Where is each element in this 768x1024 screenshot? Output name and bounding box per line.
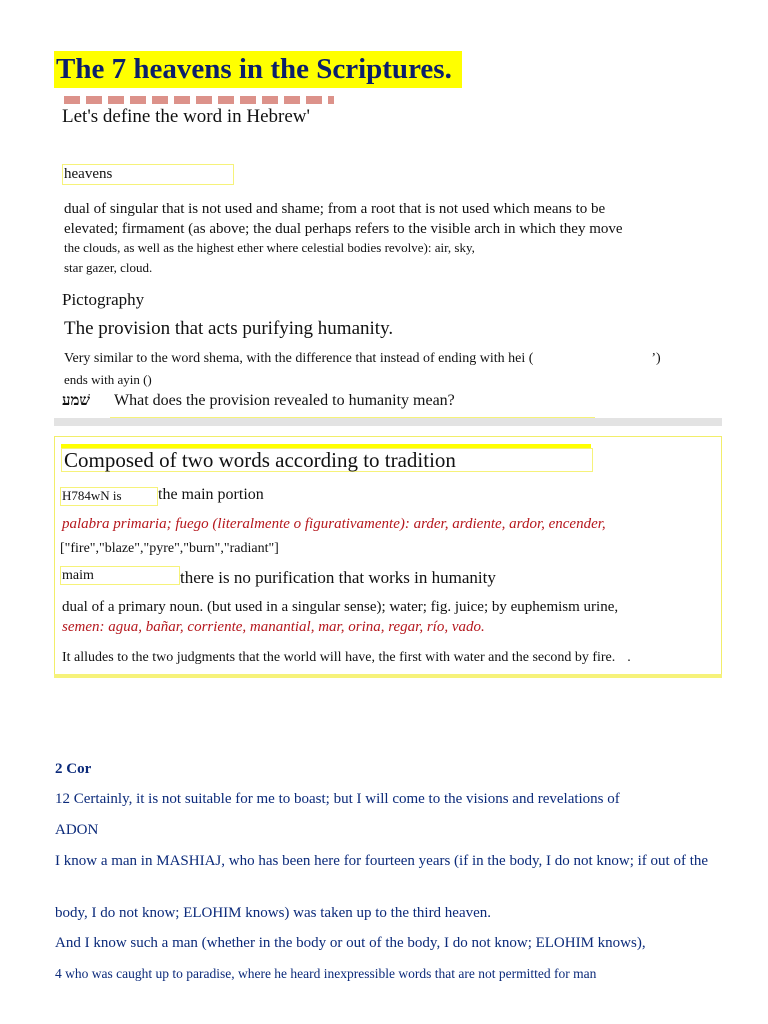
fire-synonyms: ["fire","blaze","pyre","burn","radiant"] [60,541,279,556]
definition-line-3: the clouds, as well as the highest ether where celestial bodies revolve): air, sky, [64,240,475,255]
scripture-line-2: ADON [55,822,99,838]
hebrew-word: שׁמע [62,391,91,409]
definition-paragraph [64,199,623,239]
maim-label: maim [62,568,94,583]
alludes-dot: . [627,650,631,665]
scripture-line-3: I know a man in MASHIAJ, who has been here for fourteen years (if in the body, I do not know; if out of the [55,853,709,869]
scripture-line-6: 4 who was caught up to paradise, where he heard inexpressible words that are not permitted for man [55,966,597,981]
section-divider [54,418,722,426]
water-definition: dual of a primary noun. (but used in a singular sense); water; fig. juice; by euphemism urine, [62,599,619,615]
scripture-reference: 2 Cor [55,761,92,777]
alludes-text [62,650,631,666]
definition-line-2: elevated; firmament (as above; the dual perhaps refers to the visible arch in which they move [64,221,623,237]
similar-note [64,351,661,367]
define-heading: Let's define the word in Hebrew' [62,106,310,127]
scripture-line-4: body, I do not know; ELOHIM knows) was taken up to the third heaven. [55,905,492,921]
scripture-line-1: 12 Certainly, it is not suitable for me to boast; but I will come to the visions and revelations of [55,791,620,807]
similar-text: Very similar to the word shema, with the difference that instead of ending with hei ( [64,351,534,366]
h784-label: H784wN is [62,488,122,503]
ayin-note: ends with ayin () [64,372,152,387]
similar-close: ’) [651,351,661,366]
composed-heading: Composed of two words according to tradition [64,448,456,472]
purification-text: there is no purification that works in humanity [180,568,496,587]
definition-line-1: dual of singular that is not used and shame; from a root that is not used which means to be [64,201,606,217]
pictography-heading: Pictography [62,290,145,309]
provision-heading: The provision that acts purifying humanity. [64,318,394,339]
spanish-fire-definition: palabra primaria; fuego (literalmente o figurativamente): arder, ardiente, ardor, encender, [62,516,606,532]
definition-line-4: star gazer, cloud. [64,260,153,275]
heavens-label: heavens [64,166,113,182]
red-overprint-decoration [64,96,334,104]
scripture-line-5: And I know such a man (whether in the body or out of the body, I do not know; ELOHIM knows), [55,935,646,951]
spanish-water-definition: semen: agua, bañar, corriente, manantial, mar, orina, regar, río, vado. [62,619,485,635]
main-portion-text: the main portion [158,486,264,503]
page-title: The 7 heavens in the Scriptures. [56,53,452,85]
alludes-sentence: It alludes to the two judgments that the world will have, the first with water and the second by fire. [62,650,616,665]
question-text: What does the provision revealed to humanity mean? [114,392,455,409]
frame-bottom-border [54,674,722,678]
